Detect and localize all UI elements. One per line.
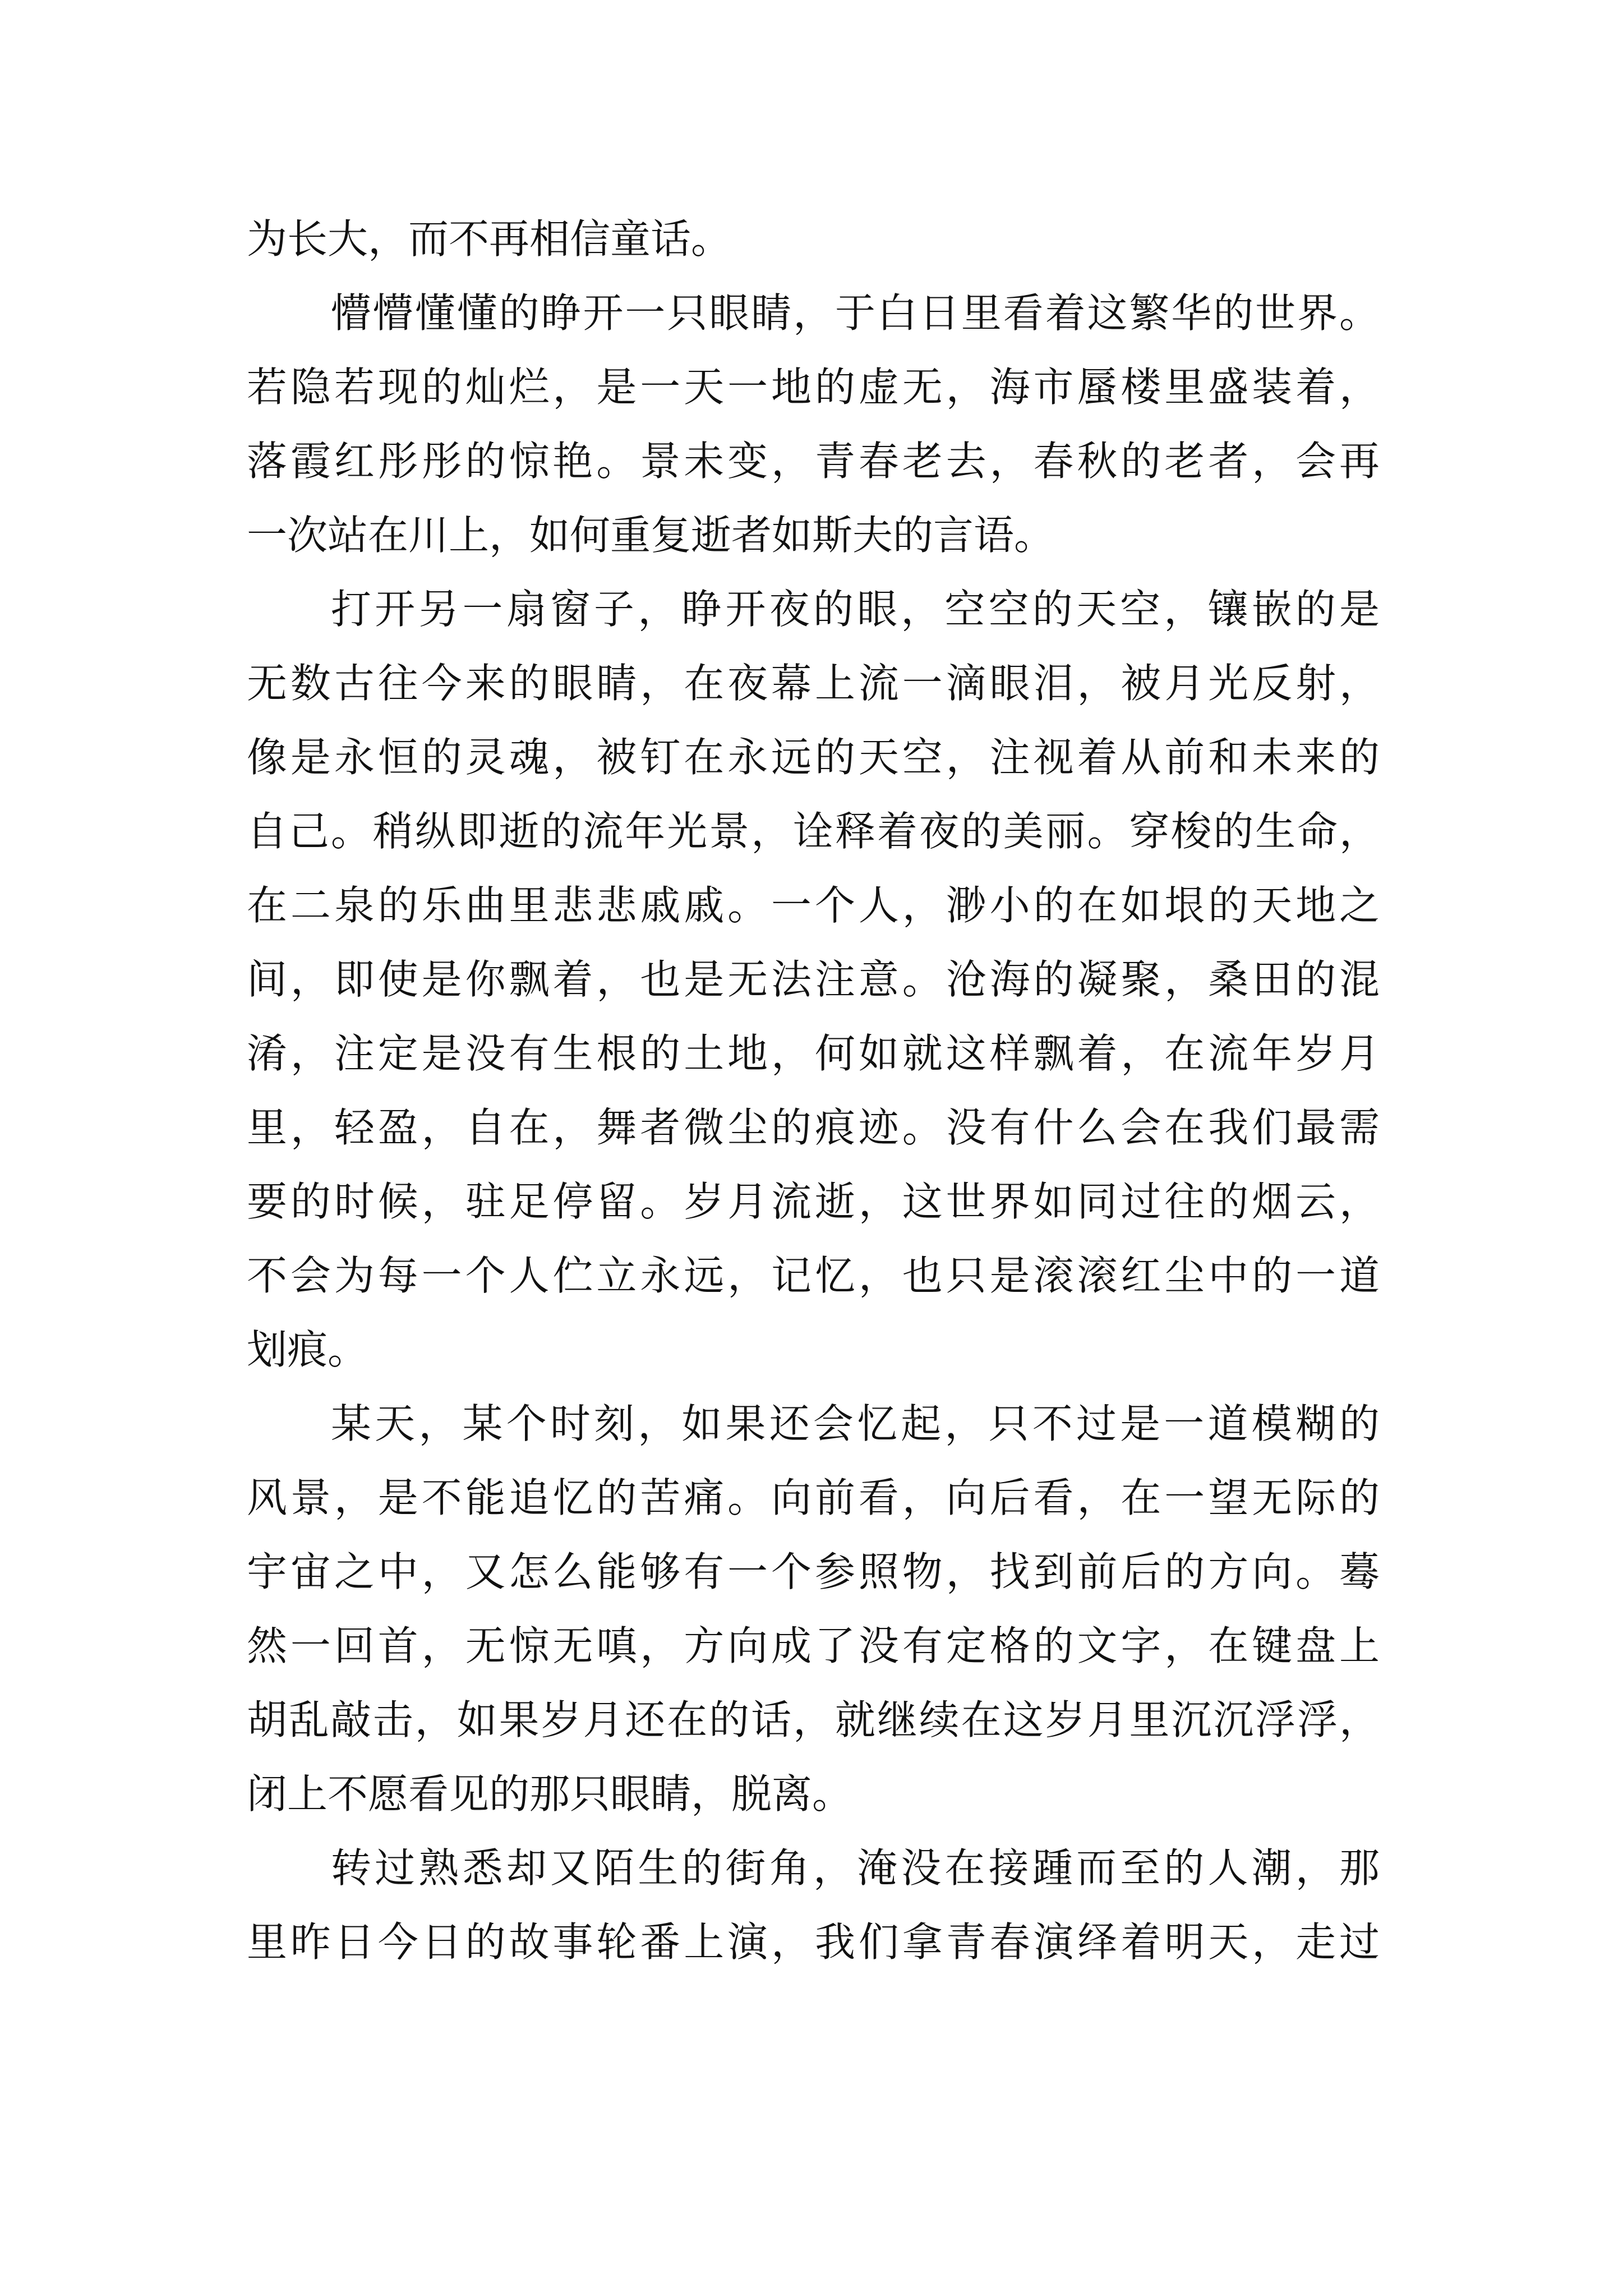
text-line: 风景，是不能追忆的苦痛。向前看，向后看，在一望无际的 xyxy=(247,1474,1380,1521)
text-line: 胡乱敲击，如果岁月还在的话，就继续在这岁月里沉沉浮浮， xyxy=(247,1696,1380,1743)
text-line: 懵懵懂懂的睁开一只眼睛，于白日里看着这繁华的世界。 xyxy=(331,289,1380,337)
text-line: 宇宙之中，又怎么能够有一个参照物，找到前后的方向。蓦 xyxy=(247,1548,1380,1595)
text-line: 里，轻盈，自在，舞者微尘的痕迹。没有什么会在我们最需 xyxy=(247,1104,1380,1151)
text-line: 闭上不愿看见的那只眼睛，脱离。 xyxy=(247,1770,853,1818)
text-line: 无数古往今来的眼睛，在夜幕上流一滴眼泪，被月光反射， xyxy=(247,660,1380,707)
text-line: 某天，某个时刻，如果还会忆起，只不过是一道模糊的 xyxy=(331,1400,1380,1447)
text-line: 划痕。 xyxy=(247,1326,368,1373)
text-line: 像是永恒的灵魂，被钉在永远的天空，注视着从前和未来的 xyxy=(247,734,1380,781)
text-line: 一次站在川上，如何重复逝者如斯夫的言语。 xyxy=(247,512,1055,559)
text-line: 打开另一扇窗子，睁开夜的眼，空空的天空，镶嵌的是 xyxy=(331,586,1380,633)
text-line: 间，即使是你飘着，也是无法注意。沧海的凝聚，桑田的混 xyxy=(247,956,1380,1003)
text-line: 然一回首，无惊无嗔，方向成了没有定格的文字，在键盘上 xyxy=(247,1622,1380,1669)
text-line: 转过熟悉却又陌生的街角，淹没在接踵而至的人潮，那 xyxy=(331,1844,1380,1892)
text-line: 要的时候，驻足停留。岁月流逝，这世界如同过往的烟云， xyxy=(247,1178,1380,1225)
text-line: 在二泉的乐曲里悲悲戚戚。一个人，渺小的在如垠的天地之 xyxy=(247,882,1380,929)
text-line: 淆，注定是没有生根的土地，何如就这样飘着，在流年岁月 xyxy=(247,1030,1380,1077)
text-line: 若隐若现的灿烂，是一天一地的虚无，海市蜃楼里盛装着， xyxy=(247,364,1380,411)
document-body xyxy=(247,202,1380,1979)
text-line: 为长大，而不再相信童话。 xyxy=(247,215,732,263)
text-line: 里昨日今日的故事轮番上演，我们拿青春演绎着明天，走过 xyxy=(247,1918,1380,1966)
text-line: 自己。稍纵即逝的流年光景，诠释着夜的美丽。穿梭的生命， xyxy=(247,808,1380,855)
text-line: 不会为每一个人伫立永远，记忆，也只是滚滚红尘中的一道 xyxy=(247,1252,1380,1299)
text-line: 落霞红彤彤的惊艳。景未变，青春老去，春秋的老者，会再 xyxy=(247,438,1380,485)
